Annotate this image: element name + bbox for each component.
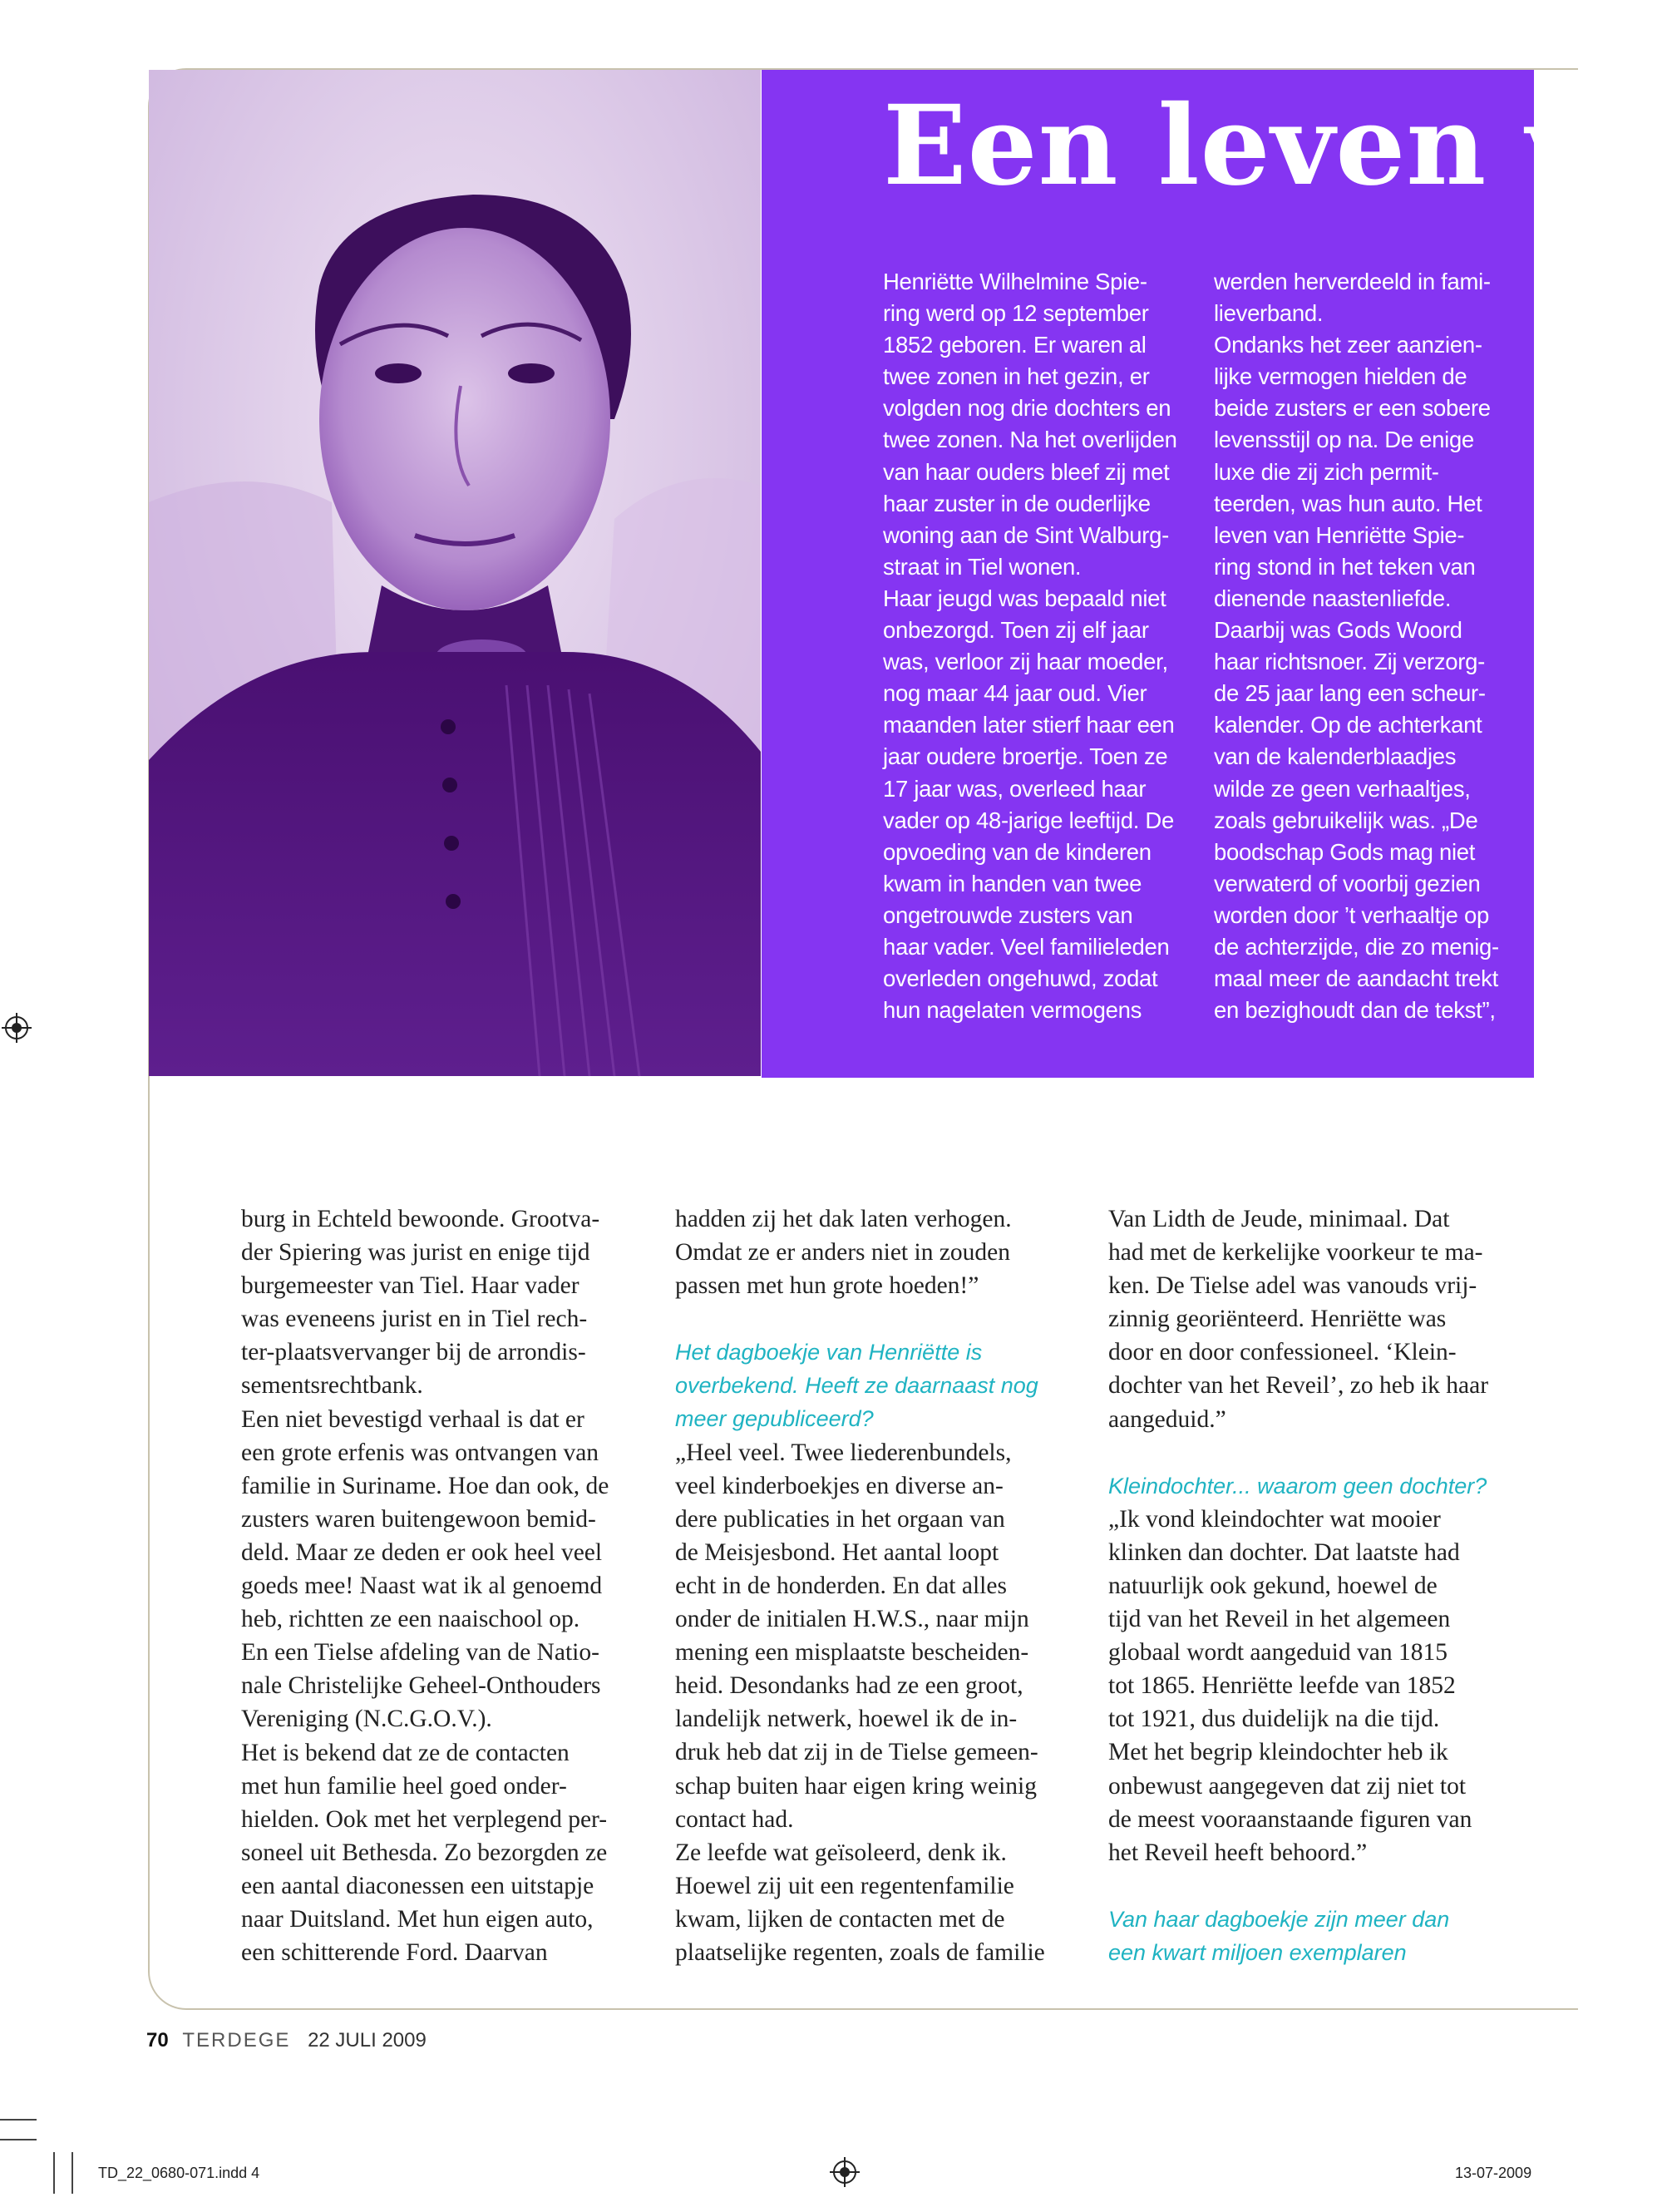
- body-line: passen met hun grote hoeden!”: [675, 1272, 979, 1300]
- body-line: plaatselijke regenten, zoals de familie: [675, 1938, 1045, 1966]
- crop-mark: [0, 2139, 37, 2140]
- intro-line: leven van Henriëtte Spie-: [1214, 521, 1465, 548]
- intro-line: maanden later stierf haar een: [883, 712, 1175, 738]
- body-line: „Ik vond kleindochter wat mooier: [1108, 1505, 1441, 1533]
- intro-line: haar vader. Veel familieleden: [883, 933, 1170, 960]
- body-column-3: [1108, 1202, 1524, 1969]
- body-line: Hoewel zij uit een regentenfamilie: [675, 1872, 1014, 1899]
- body-line: klinken dan dochter. Dat laatste had: [1108, 1538, 1460, 1566]
- body-line: was eveneens jurist en in Tiel rech-: [241, 1306, 588, 1333]
- body-line: de Meisjesbond. Het aantal loopt: [675, 1538, 999, 1566]
- body-line: de meest vooraanstaande figuren van: [1108, 1805, 1472, 1833]
- intro-line: Haar jeugd was bepaald niet: [883, 585, 1166, 611]
- magazine-name: TERDEGE: [182, 2029, 291, 2052]
- registration-mark-icon: [2, 1013, 32, 1043]
- registration-mark-icon: [830, 2157, 860, 2187]
- body-line: Vereniging (N.C.G.O.V.).: [241, 1706, 492, 1733]
- body-line: natuurlijk ook gekund, hoewel de: [1108, 1572, 1438, 1599]
- intro-line: straat in Tiel wonen.: [883, 553, 1082, 580]
- slug-date: 13-07-2009: [1455, 2165, 1532, 2181]
- intro-line: werden herverdeeld in fami-: [1214, 269, 1491, 294]
- intro-line: dienende naastenliefde.: [1214, 585, 1452, 611]
- body-line: veel kinderboekjes en diverse an-: [675, 1472, 1004, 1499]
- body-line: een aantal diaconessen een uitstapje: [241, 1872, 594, 1899]
- body-line: Omdat ze er anders niet in zouden: [675, 1239, 1011, 1266]
- body-line: Ze leefde wat geïsoleerd, denk ik.: [675, 1839, 1007, 1866]
- intro-line: twee zonen in het gezin, er: [883, 363, 1150, 390]
- body-line: had met de kerkelijke voorkeur te ma-: [1108, 1239, 1483, 1266]
- interview-question-line: Van haar dagboekje zijn meer dan: [1108, 1906, 1450, 1932]
- body-line: schap buiten haar eigen kring weinig: [675, 1772, 1037, 1800]
- intro-line: wilde ze geen verhaaltjes,: [1214, 775, 1471, 802]
- body-line: nale Christelijke Geheel-Onthouders: [241, 1672, 601, 1700]
- intro-line: maal meer de aandacht trekt: [1214, 965, 1498, 992]
- body-line: „Heel veel. Twee liederenbundels,: [675, 1439, 1012, 1466]
- intro-line: opvoeding van de kinderen: [883, 838, 1152, 865]
- intro-line: zoals gebruikelijk was. „De: [1214, 807, 1478, 833]
- intro-column-2: [1214, 266, 1517, 1026]
- body-line: ken. De Tielse adel was vanouds vrij-: [1108, 1272, 1477, 1300]
- intro-line: ring werd op 12 september: [883, 300, 1149, 327]
- intro-line: de achterzijde, die zo menig-: [1214, 933, 1499, 960]
- body-line: landelijk netwerk, hoewel ik de in-: [675, 1706, 1018, 1733]
- body-line: Met het begrip kleindochter heb ik: [1108, 1739, 1448, 1766]
- body-line: onder de initialen H.W.S., naar mijn: [675, 1606, 1029, 1633]
- body-line: echt in de honderden. En dat alles: [675, 1572, 1007, 1599]
- body-line: Een niet bevestigd verhaal is dat er: [241, 1405, 584, 1433]
- intro-line: van haar ouders bleef zij met: [883, 458, 1170, 485]
- intro-line: Daarbij was Gods Woord: [1214, 617, 1462, 644]
- paragraph-gap: [1108, 1436, 1524, 1469]
- intro-line: haar richtsnoer. Zij verzorg-: [1214, 649, 1486, 675]
- intro-line: worden door ’t verhaaltje op: [1214, 901, 1489, 928]
- body-line: mening een misplaatste bescheiden-: [675, 1639, 1029, 1666]
- intro-line: kalender. Op de achterkant: [1214, 712, 1482, 738]
- intro-line: boodschap Gods mag niet: [1214, 838, 1476, 865]
- intro-line: onbezorgd. Toen zij elf jaar: [883, 617, 1149, 644]
- body-line: deld. Maar ze deden er ook heel veel: [241, 1538, 603, 1566]
- body-line: burg in Echteld bewoonde. Grootva-: [241, 1206, 600, 1232]
- interview-question-line: Het dagboekje van Henriëtte is: [675, 1340, 983, 1365]
- body-line: tot 1865. Henriëtte leefde van 1852: [1108, 1672, 1456, 1700]
- body-line: burgemeester van Tiel. Haar vader: [241, 1272, 579, 1300]
- body-line: familie in Suriname. Hoe dan ook, de: [241, 1472, 609, 1499]
- intro-line: haar zuster in de ouderlijke: [883, 490, 1151, 516]
- body-line: contact had.: [675, 1805, 794, 1833]
- body-line: globaal wordt aangeduid van 1815: [1108, 1639, 1447, 1666]
- intro-line: lijke vermogen hielden de: [1214, 363, 1467, 390]
- interview-question-line: overbekend. Heeft ze daarnaast nog: [675, 1373, 1038, 1399]
- interview-question-line: een kwart miljoen exemplaren: [1108, 1939, 1407, 1965]
- intro-line: woning aan de Sint Walburg-: [883, 521, 1170, 548]
- intro-line: levensstijl op na. De enige: [1214, 427, 1474, 453]
- intro-line: verwaterd of voorbij gezien: [1214, 870, 1481, 896]
- body-line: het Reveil heeft behoord.”: [1108, 1839, 1368, 1866]
- body-line: goeds mee! Naast wat ik al genoemd: [241, 1573, 603, 1600]
- paragraph-gap: [1108, 1869, 1524, 1903]
- intro-line: volgden nog drie dochters en: [883, 395, 1171, 422]
- body-line: heid. Desondanks had ze een groot,: [675, 1672, 1023, 1700]
- body-line: soneel uit Bethesda. Zo bezorgden ze: [241, 1839, 608, 1866]
- body-line: onbewust aangegeven dat zij niet tot: [1108, 1772, 1467, 1800]
- intro-line: luxe die zij zich permit-: [1214, 458, 1439, 485]
- body-line: tijd van het Reveil in het algemeen: [1108, 1606, 1451, 1633]
- intro-line: overleden ongehuwd, zodat: [883, 965, 1158, 992]
- intro-line: nog maar 44 jaar oud. Vier: [883, 680, 1147, 707]
- interview-question-line: Kleindochter... waarom geen dochter?: [1108, 1473, 1487, 1499]
- intro-line: twee zonen. Na het overlijden: [883, 427, 1177, 453]
- intro-line: 17 jaar was, overleed haar: [883, 775, 1147, 802]
- crop-mark: [72, 2152, 73, 2194]
- intro-line: beide zusters er een sobere: [1214, 395, 1491, 422]
- intro-line: vader op 48-jarige leeftijd. De: [883, 807, 1174, 833]
- body-line: dochter van het Reveil’, zo heb ik haar: [1108, 1372, 1489, 1400]
- page-number: 70: [146, 2029, 169, 2052]
- intro-line: Henriëtte Wilhelmine Spie-: [883, 269, 1147, 294]
- intro-line: teerden, was hun auto. Het: [1214, 490, 1482, 516]
- portrait-photo: [149, 70, 761, 1076]
- interview-question-line: meer gepubliceerd?: [675, 1406, 874, 1432]
- body-column-2: [675, 1202, 1091, 1969]
- body-line: der Spiering was jurist en enige tijd: [241, 1239, 590, 1266]
- body-line: ter-plaatsvervanger bij de arrondis-: [241, 1339, 586, 1366]
- body-line: heb, richtten ze een naaischool op.: [241, 1606, 580, 1633]
- intro-line: 1852 geboren. Er waren al: [883, 332, 1147, 358]
- body-line: door en door confessioneel. ‘Klein-: [1108, 1339, 1457, 1366]
- intro-line: en bezighoudt dan de tekst”,: [1214, 997, 1496, 1024]
- body-line: dere publicaties in het orgaan van: [675, 1505, 1005, 1533]
- body-line: een schitterende Ford. Daarvan: [241, 1939, 548, 1967]
- intro-line: kwam in handen van twee: [883, 870, 1142, 896]
- body-line: naar Duitsland. Met hun eigen auto,: [241, 1905, 594, 1933]
- body-line: Het is bekend dat ze de contacten: [241, 1739, 570, 1766]
- body-line: En een Tielse afdeling van de Natio-: [241, 1639, 599, 1666]
- crop-mark: [0, 2119, 37, 2121]
- paragraph-gap: [675, 1302, 1091, 1336]
- body-line: hielden. Ook met het verplegend per-: [241, 1805, 608, 1833]
- article-headline: Een leven va: [883, 81, 1662, 210]
- body-column-1: [241, 1202, 657, 1969]
- crop-mark: [53, 2152, 55, 2194]
- body-line: sementsrechtbank.: [241, 1372, 423, 1400]
- intro-column-1: [883, 266, 1186, 1026]
- body-line: aangeduid.”: [1108, 1405, 1226, 1433]
- intro-line: was, verloor zij haar moeder,: [883, 649, 1168, 675]
- issue-date: 22 JULI 2009: [308, 2029, 427, 2052]
- body-line: zusters waren buitengewoon bemid-: [241, 1505, 596, 1533]
- body-line: tot 1921, dus duidelijk na die tijd.: [1108, 1706, 1440, 1733]
- body-line: met hun familie heel goed onder-: [241, 1772, 567, 1800]
- body-line: kwam, lijken de contacten met de: [675, 1905, 1005, 1933]
- portrait-illustration: [149, 70, 761, 1076]
- intro-line: jaar oudere broertje. Toen ze: [883, 743, 1168, 770]
- intro-line: ongetrouwde zusters van: [883, 901, 1133, 928]
- body-line: zinnig georiënteerd. Henriëtte was: [1108, 1306, 1447, 1333]
- intro-line: lieverband.: [1214, 300, 1324, 327]
- body-line: Van Lidth de Jeude, minimaal. Dat: [1108, 1206, 1450, 1232]
- body-line: hadden zij het dak laten verhogen.: [675, 1206, 1012, 1232]
- body-line: een grote erfenis was ontvangen van: [241, 1439, 599, 1466]
- intro-line: hun nagelaten vermogens: [883, 997, 1142, 1024]
- intro-line: van de kalenderblaadjes: [1214, 743, 1457, 770]
- slug-filename: TD_22_0680-071.indd 4: [98, 2165, 260, 2181]
- intro-line: Ondanks het zeer aanzien-: [1214, 332, 1482, 358]
- intro-line: de 25 jaar lang een scheur-: [1214, 680, 1486, 707]
- page-footer: [146, 2029, 427, 2052]
- intro-line: ring stond in het teken van: [1214, 553, 1476, 580]
- body-line: druk heb dat zij in de Tielse gemeen-: [675, 1739, 1038, 1766]
